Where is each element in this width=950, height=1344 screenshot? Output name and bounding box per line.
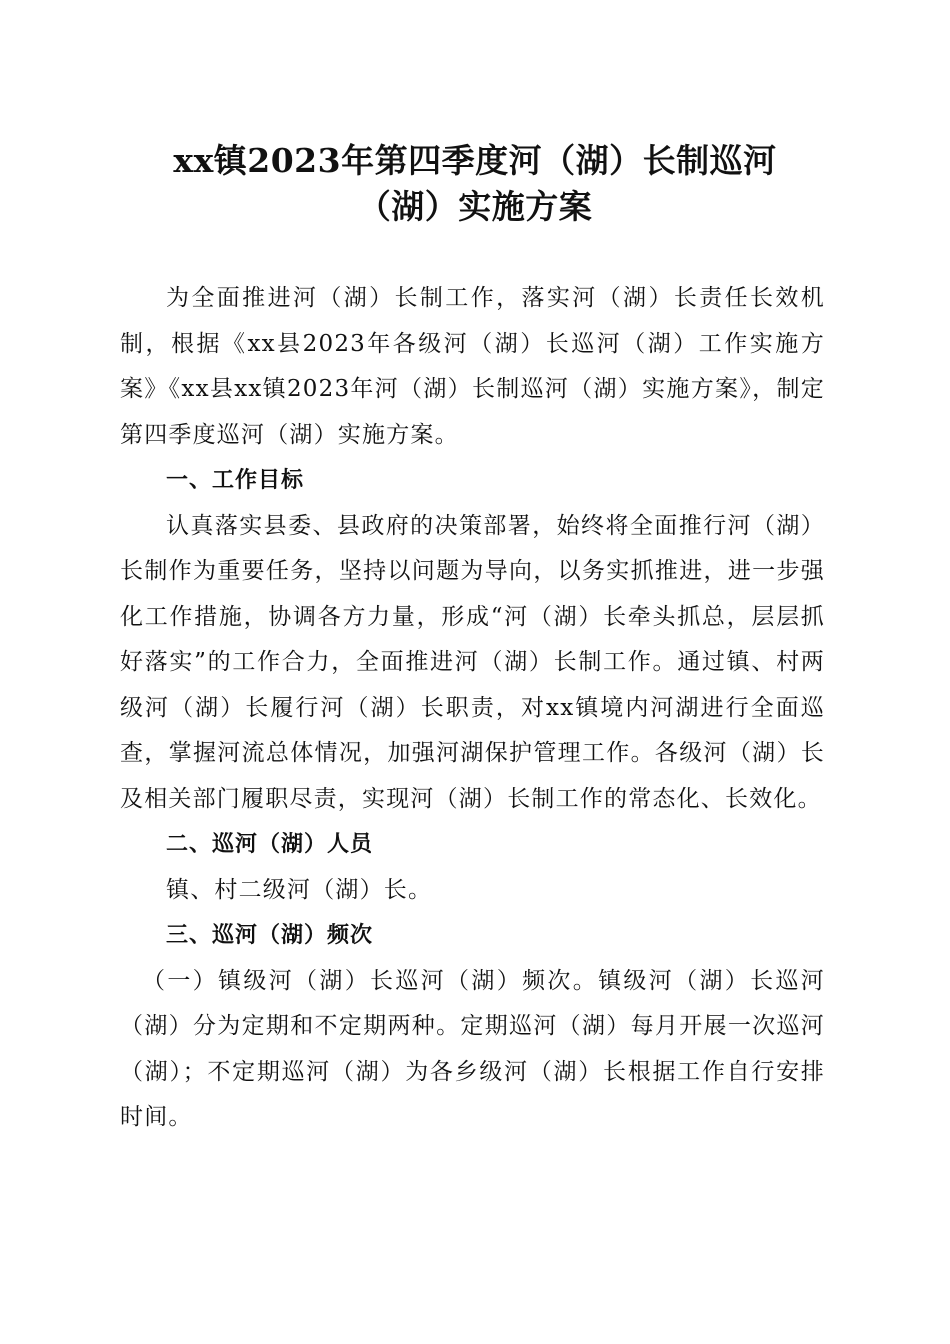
intro-paragraph: 为全面推进河（湖）长制工作，落实河（湖）长责任长效机制，根据《xx县2023年各级河（湖）长巡河（湖）工作实施方案》《xx县xx镇2023年河（湖）长制巡河（湖）实施方案》，制定第四季度巡河（湖）实施方案。 — [120, 285, 825, 448]
section-text-frequency: （一）镇级河（湖）长巡河（湖）频次。镇级河（湖）长巡河（湖）分为定期和不定期两种。定期巡河（湖）每月开展一次巡河（湖）；不定期巡河（湖）为各乡级河（湖）长根据工作自行安排时间。 — [120, 967, 825, 1130]
section-text-goals: 认真落实县委、县政府的决策部署，始终将全面推行河（湖）长制作为重要任务，坚持以问题为导向，以务实抓推进，进一步强化工作措施，协调各方力量，形成“河（湖）长牵头抓总，层层抓好落实”的工作合力，全面推进河（湖）长制工作。通过镇、村两级河（湖）长履行河（湖）长职责，对xx镇境内河湖进行全面巡查，掌握河流总体情况，加强河湖保护管理工作。各级河（湖）长及相关部门履职尽责，实现河（湖）长制工作的常态化、长效化。 — [120, 512, 825, 812]
section-heading-goals: 一、工作目标 — [166, 468, 305, 493]
document-title-line1: xx镇2023年第四季度河（湖）长制巡河 — [173, 141, 777, 180]
section-heading-frequency: 三、巡河（湖）频次 — [166, 923, 374, 948]
section-heading-personnel: 二、巡河（湖）人员 — [166, 832, 374, 857]
document-body — [120, 276, 825, 1141]
document-title-line2: （湖）实施方案 — [357, 187, 593, 226]
section-text-personnel: 镇、村二级河（湖）长。 — [166, 876, 433, 903]
